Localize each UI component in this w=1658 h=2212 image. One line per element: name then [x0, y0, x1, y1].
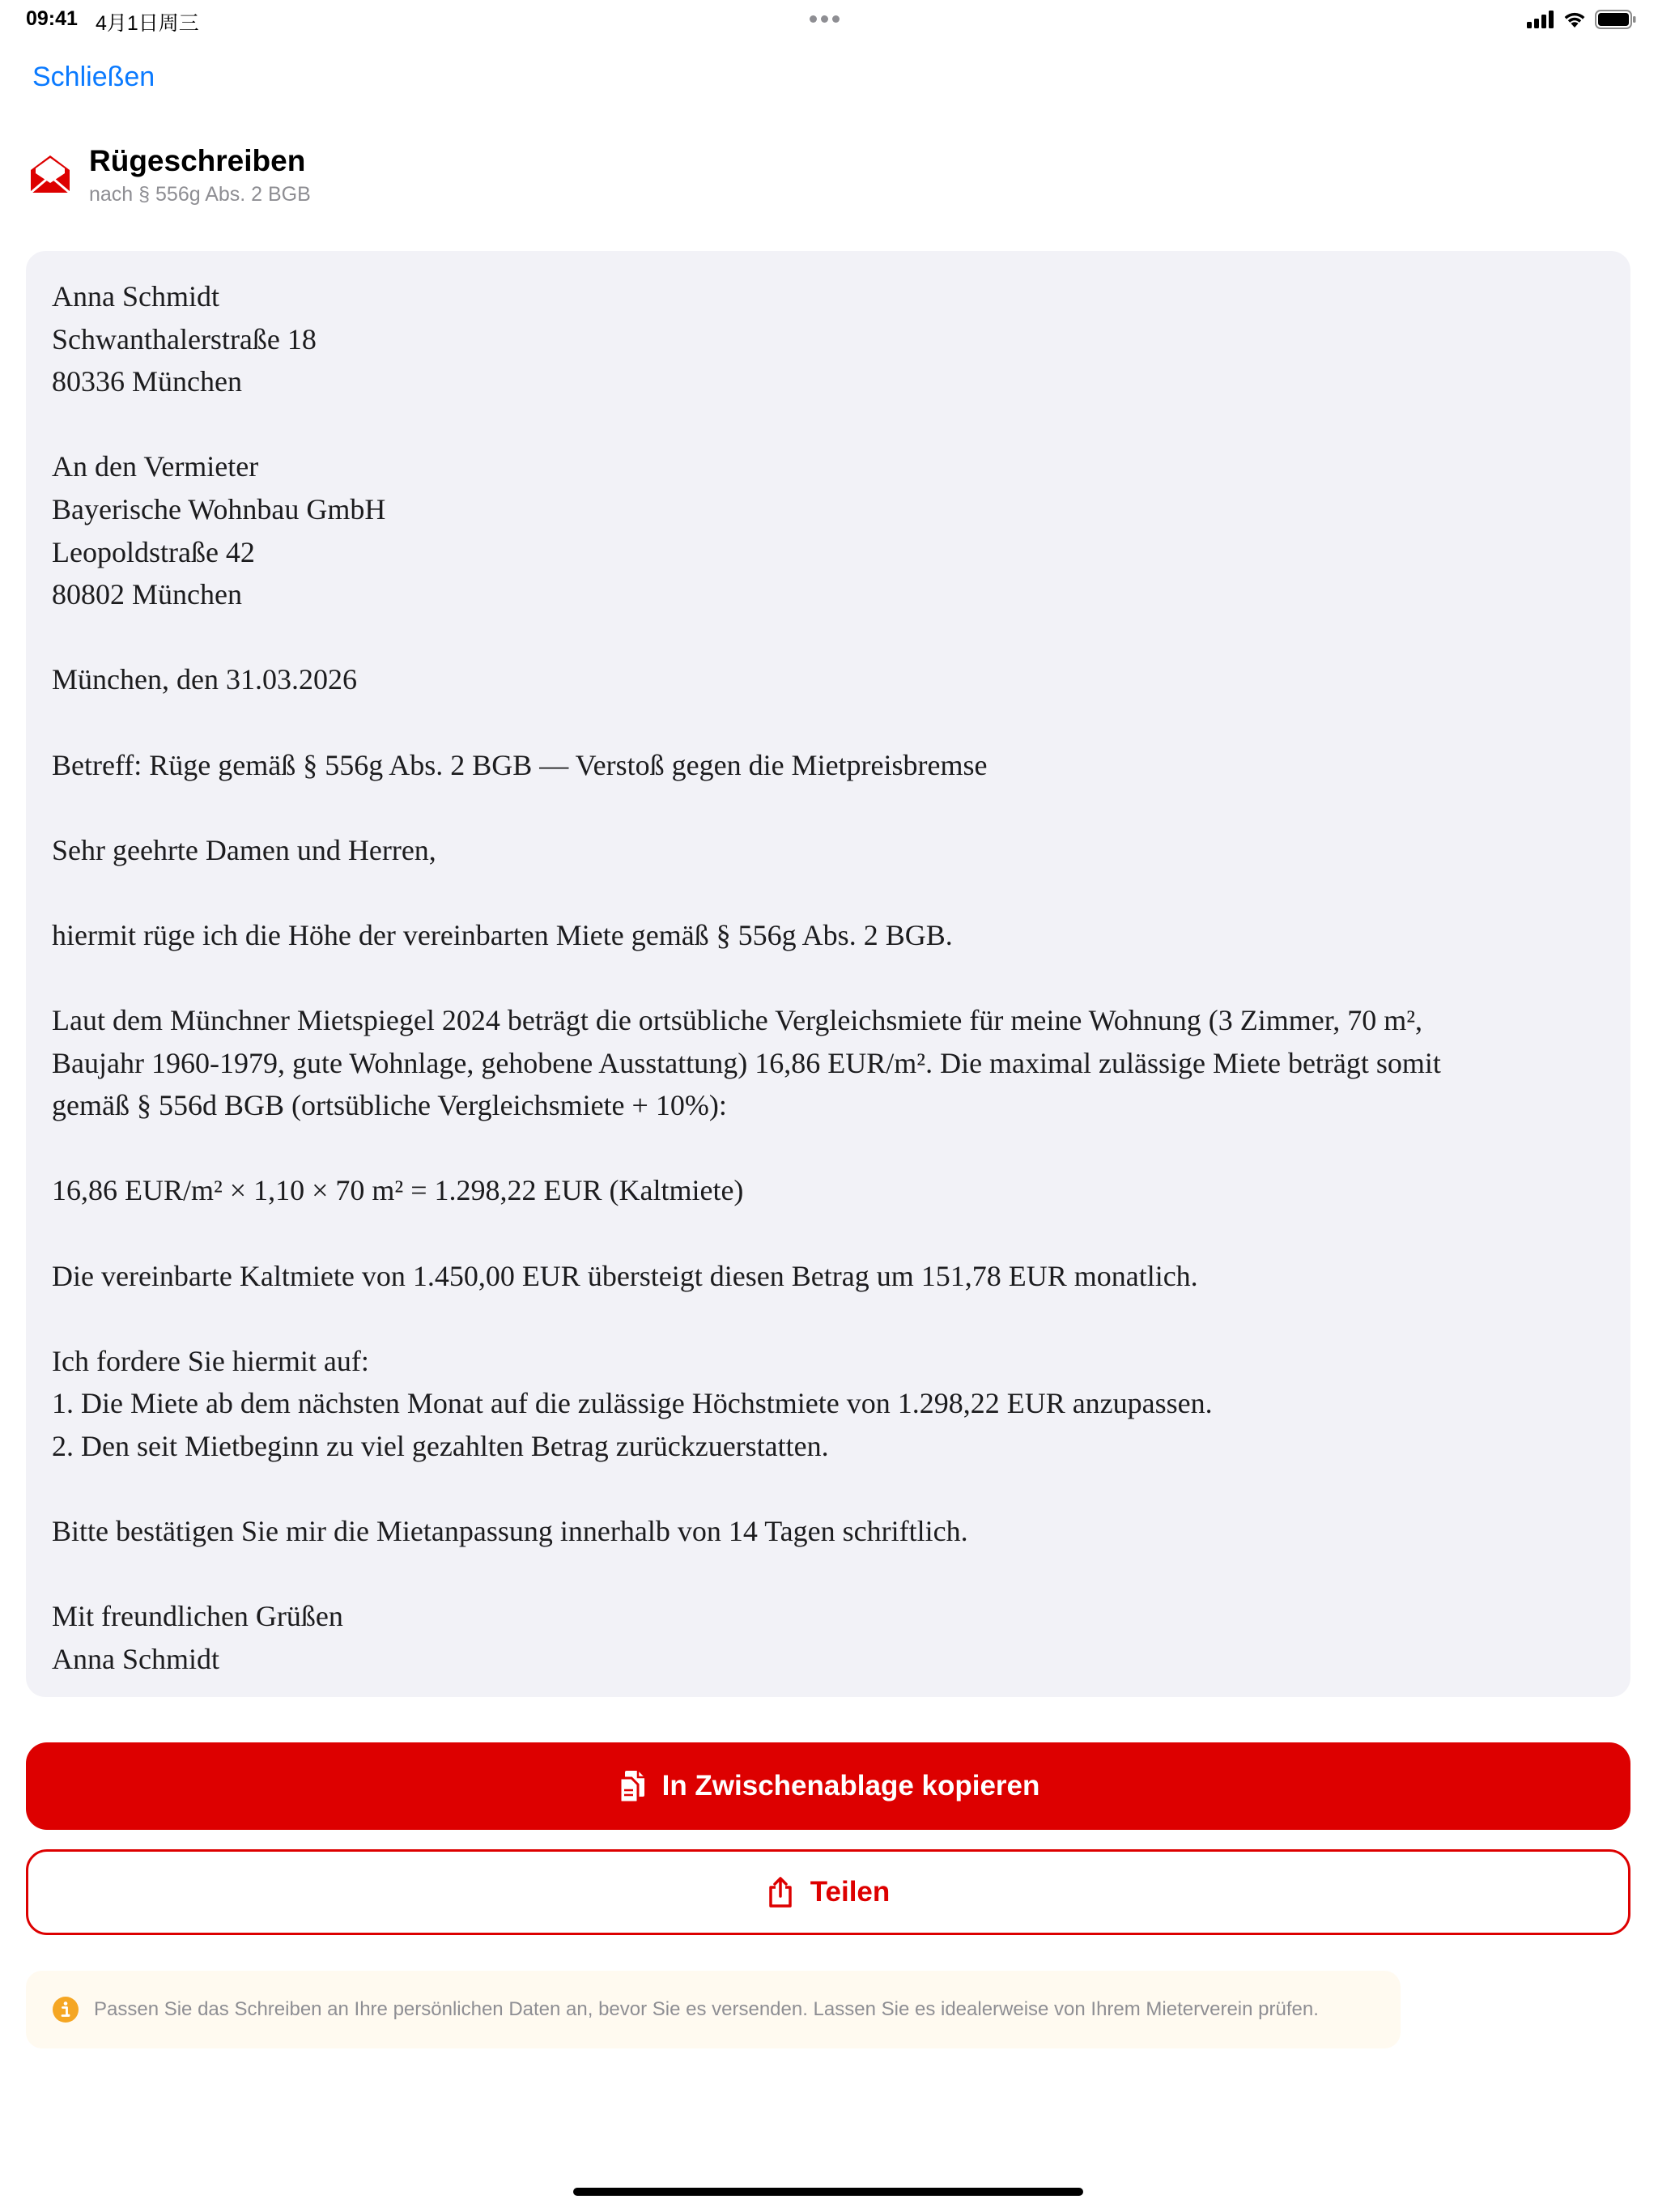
- status-time: 09:41: [26, 7, 78, 30]
- status-date: 4月1日周三: [96, 12, 199, 35]
- close-button[interactable]: Schließen: [32, 62, 155, 92]
- wifi-icon: [1562, 11, 1587, 28]
- copy-to-clipboard-button[interactable]: [26, 1742, 1630, 1830]
- open-envelope-icon: [28, 154, 73, 196]
- copy-button-label: In Zwischenablage kopieren: [661, 1770, 1040, 1802]
- letter-header: [28, 143, 756, 215]
- share-button-label: Teilen: [810, 1876, 891, 1908]
- copy-documents-icon: [617, 1768, 648, 1804]
- page-title: Rügeschreiben: [89, 144, 306, 177]
- signal-icon: [1527, 11, 1554, 28]
- status-icons: [1527, 10, 1637, 29]
- letter-card: [26, 251, 1630, 1697]
- info-hint-text: Passen Sie das Schreiben an Ihre persönlichen Daten an, bevor Sie es versenden. Lassen Sie es idealerweise von Ihrem Mieterverein prüfen.: [94, 1998, 1319, 2020]
- share-icon: [767, 1876, 794, 1908]
- home-indicator[interactable]: [573, 2188, 1083, 2196]
- page-subtitle: nach § 556g Abs. 2 BGB: [89, 183, 311, 206]
- status-bar: [0, 0, 1658, 39]
- share-button[interactable]: [26, 1849, 1630, 1935]
- battery-icon: [1595, 10, 1637, 29]
- multitasking-dots-icon[interactable]: [810, 15, 840, 23]
- info-hint-box: [26, 1971, 1401, 2048]
- letter-body: Anna Schmidt Schwanthalerstraße 18 80336 München An den Vermieter Bayerische Wohnbau GmbH Leopoldstraße 42 80802 München München, den 31.03.2026 Betreff: Rüge gemäß § 556g Abs. 2 BGB — Verstoß gegen die Mietpreisbremse Sehr geehrte Damen und Herren, hiermit rüge ich die Höhe der vereinbarten Miete gemäß § 556g Abs. 2 BGB. Laut dem Münchner Mietspiegel 2024 beträgt die ortsübliche Vergleichsmiete für meine Wohnung (3 Zimmer, 70 m², Baujahr 1960-1979, gute Wohnlage, gehobene Ausstattung) 16,86 EUR/m². Die maximal zulässige Miete beträgt somit gemäß § 556d BGB (ortsübliche Vergleichsmiete + 10%): 16,86 EUR/m² × 1,10 × 70 m² = 1.298,22 EUR (Kaltmiete) Die vereinbarte Kaltmiete von 1.450,00 EUR übersteigt diesen Betrag um 151,78 EUR monatlich. Ich fordere Sie hiermit auf: 1. Die Miete ab dem nächsten Monat auf die zulässige Höchstmiete von 1.298,22 EUR anzupassen. 2. Den seit Mietbeginn zu viel gezahlten Betrag zurückzuerstatten. Bitte bestätigen Sie mir die Mietanpassung innerhalb von 14 Tagen schriftlich. Mit freundlichen Grüßen Anna Schmidt: [52, 280, 1441, 1675]
- info-icon: [52, 1996, 79, 2023]
